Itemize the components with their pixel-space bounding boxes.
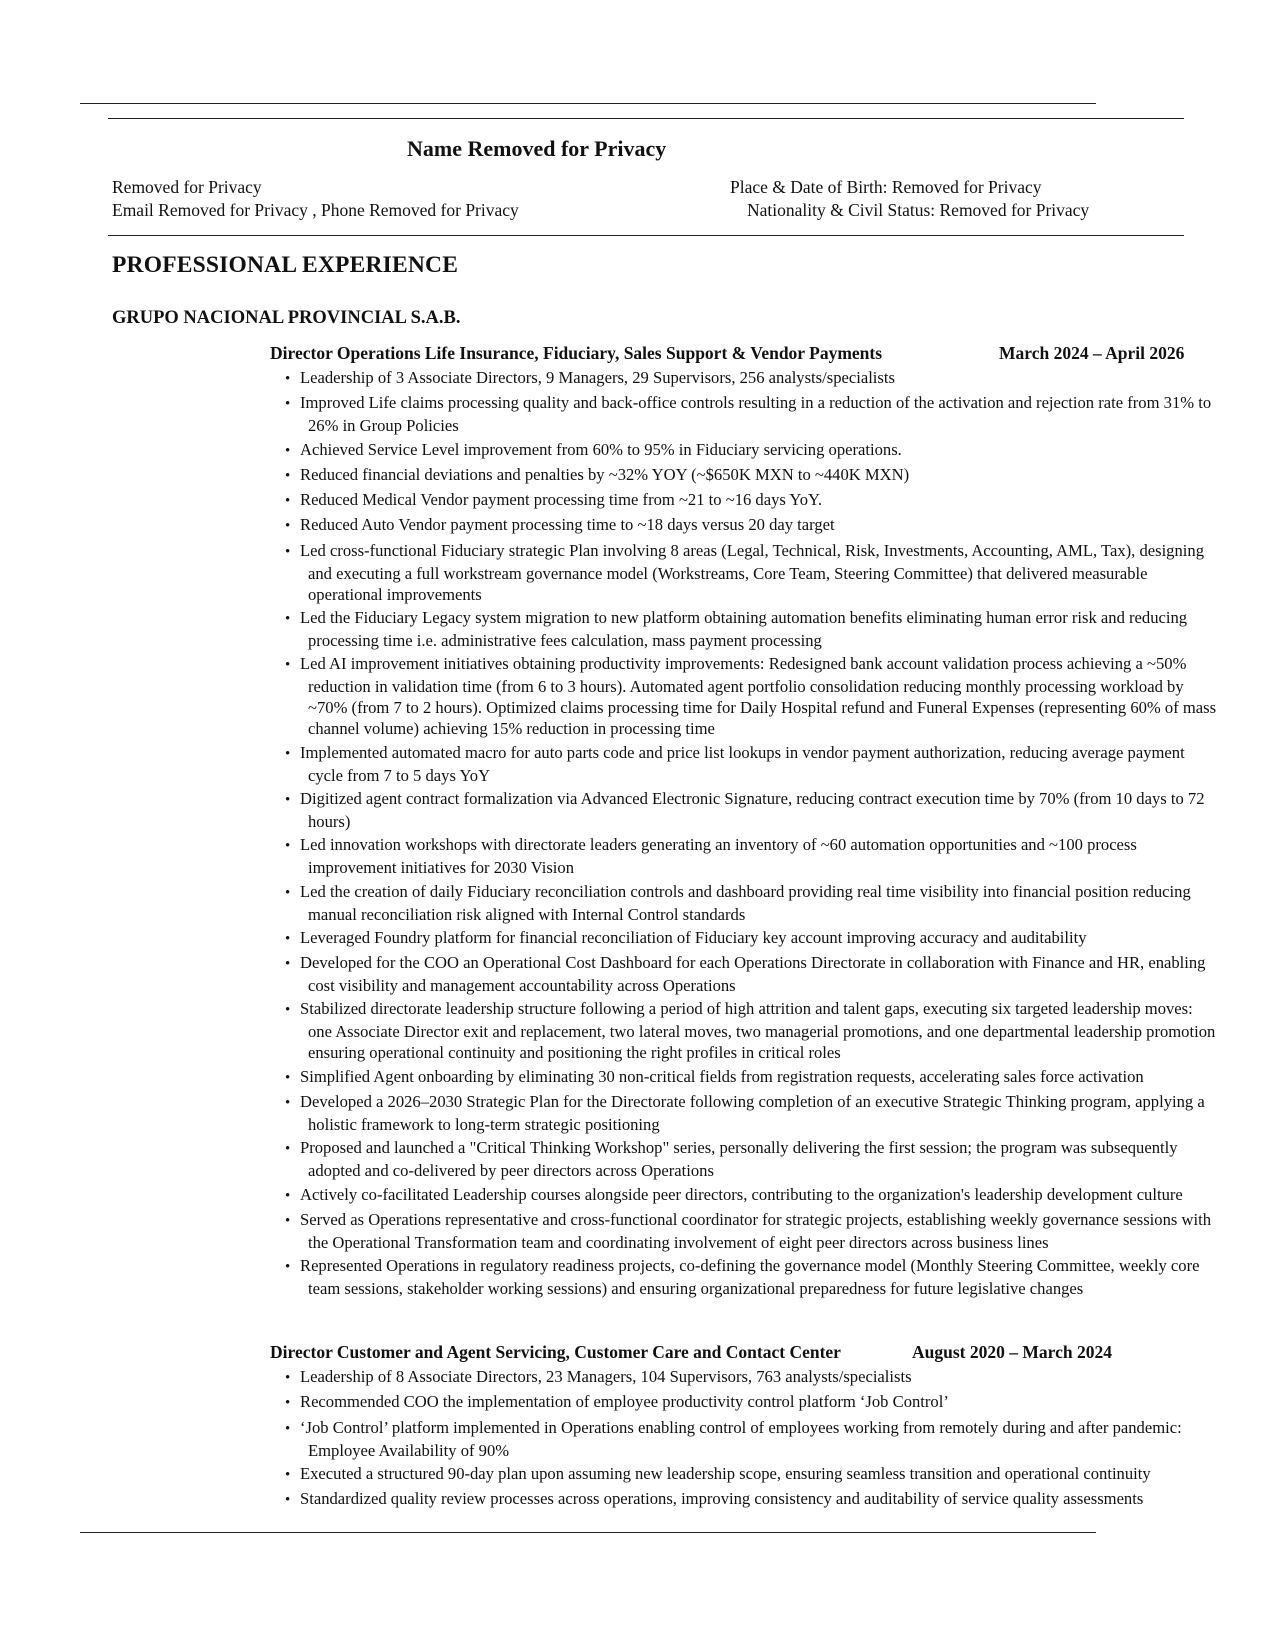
bullet-item: • Developed for the COO an Operational Cost Dashboard for each Operations Directorate in collaboration with Finance and HR, enabling cost visibility and management accountability across Operations (270, 952, 1220, 996)
candidate-name: Name Removed for Privacy (407, 136, 667, 161)
header-divider (108, 235, 1184, 236)
bullet-item: • Reduced financial deviations and penalties by ~32% YOY (~$650K MXN to ~440K MXN) (270, 464, 1220, 487)
bullet-item: • Executed a structured 90-day plan upon assuming new leadership scope, ensuring seamless transition and operational continuity (270, 1463, 1220, 1486)
role-dates: August 2020 – March 2024 (912, 1342, 1112, 1362)
bullet-item: • Improved Life claims processing quality and back-office controls resulting in a reduction of the activation and rejection rate from 31% to 26% in Group Policies (270, 392, 1220, 436)
top-rule-upper (80, 103, 1096, 104)
bullet-item: • Developed a 2026–2030 Strategic Plan for the Directorate following completion of an executive Strategic Thinking program, applying a holistic framework to long-term strategic positioning (270, 1091, 1220, 1135)
bullet-item: • Served as Operations representative and cross-functional coordinator for strategic projects, establishing weekly governance sessions with the Operational Transformation team and coordinating involvement of eight peer directors across business lines (270, 1209, 1220, 1253)
bullet-item: • Led the creation of daily Fiduciary reconciliation controls and dashboard providing real time visibility into financial position reducing manual reconciliation risk aligned with Internal Control standards (270, 881, 1220, 925)
bullet-item: • Led AI improvement initiatives obtaining productivity improvements: Redesigned bank account validation process achieving a ~50% reduction in validation time (from 6 to 3 hours). Automated agent portfolio consolidation reducing monthly processing workload by ~70% (from 7 to 2 hours). Optimized claims processing time for Daily Hospital refund and Funeral Expenses (representing 60% of mass channel volume) achieving 15% reduction in processing time (270, 653, 1220, 739)
role-title: Director Operations Life Insurance, Fiduciary, Sales Support & Vendor Payments (270, 343, 883, 363)
address-line: Removed for Privacy (112, 177, 262, 197)
role-bullet-list (270, 367, 1220, 1302)
bullet-item: • Reduced Auto Vendor payment processing time to ~18 days versus 20 day target (270, 514, 1220, 537)
bullet-item: • Leadership of 8 Associate Directors, 23 Managers, 104 Supervisors, 763 analysts/specialists (270, 1366, 1220, 1389)
company-name: GRUPO NACIONAL PROVINCIAL S.A.B. (112, 308, 461, 328)
role-dates: March 2024 – April 2026 (999, 343, 1185, 363)
bullet-item: • Leadership of 3 Associate Directors, 9 Managers, 29 Supervisors, 256 analysts/specialists (270, 367, 1220, 390)
bullet-item: • Achieved Service Level improvement from 60% to 95% in Fiduciary servicing operations. (270, 439, 1220, 462)
bullet-item: • Stabilized directorate leadership structure following a period of high attrition and talent gaps, executing six targeted leadership moves: one Associate Director exit and replacement, two lateral moves, two managerial promotions, and one departmental leadership promotion ensuring operational continuity and positioning the right profiles in critical roles (270, 998, 1220, 1063)
bullet-item: • Proposed and launched a "Critical Thinking Workshop" series, personally delivering the first session; the program was subsequently adopted and co-delivered by peer directors across Operations (270, 1137, 1220, 1181)
birth-line: Place & Date of Birth: Removed for Privacy (730, 177, 1042, 197)
bullet-item: • Actively co-facilitated Leadership courses alongside peer directors, contributing to the organization's leadership development culture (270, 1184, 1220, 1207)
bullet-item: • Led innovation workshops with directorate leaders generating an inventory of ~60 automation opportunities and ~100 process improvement initiatives for 2030 Vision (270, 834, 1220, 878)
bullet-item: • ‘Job Control’ platform implemented in Operations enabling control of employees working from remotely during and after pandemic: Employee Availability of 90% (270, 1417, 1220, 1461)
bullet-item: • Simplified Agent onboarding by eliminating 30 non-critical fields from registration requests, accelerating sales force activation (270, 1066, 1220, 1089)
bullet-item: • Recommended COO the implementation of employee productivity control platform ‘Job Control’ (270, 1391, 1220, 1414)
bullet-item: • Leveraged Foundry platform for financial reconciliation of Fiduciary key account improving accuracy and auditability (270, 927, 1220, 950)
bullet-item: • Led cross-functional Fiduciary strategic Plan involving 8 areas (Legal, Technical, Risk, Investments, Accounting, AML, Tax), designing and executing a full workstream governance model (Workstreams, Core Team, Steering Committee) that delivered measurable operational improvements (270, 540, 1220, 605)
role-title: Director Customer and Agent Servicing, Customer Care and Contact Center (270, 1342, 841, 1362)
bullet-item: • Implemented automated macro for auto parts code and price list lookups in vendor payment authorization, reducing average payment cycle from 7 to 5 days YoY (270, 742, 1220, 786)
bullet-item: • Digitized agent contract formalization via Advanced Electronic Signature, reducing contract execution time by 70% (from 10 days to 72 hours) (270, 788, 1220, 832)
nationality-line: Nationality & Civil Status: Removed for Privacy (747, 200, 1090, 220)
bullet-item: • Reduced Medical Vendor payment processing time from ~21 to ~16 days YoY. (270, 489, 1220, 512)
section-title: PROFESSIONAL EXPERIENCE (112, 252, 459, 278)
role-bullet-list (270, 1366, 1220, 1513)
bottom-rule (80, 1532, 1096, 1533)
email-phone-line: Email Removed for Privacy , Phone Removed for Privacy (112, 200, 519, 220)
bullet-item: • Led the Fiduciary Legacy system migration to new platform obtaining automation benefits eliminating human error risk and reducing processing time i.e. administrative fees calculation, mass payment processing (270, 607, 1220, 651)
bullet-item: • Standardized quality review processes across operations, improving consistency and auditability of service quality assessments (270, 1488, 1220, 1511)
bullet-item: • Represented Operations in regulatory readiness projects, co-defining the governance model (Monthly Steering Committee, weekly core team sessions, stakeholder working sessions) and ensuring organizational preparedness for future legislative changes (270, 1255, 1220, 1299)
top-rule-lower (108, 118, 1184, 119)
